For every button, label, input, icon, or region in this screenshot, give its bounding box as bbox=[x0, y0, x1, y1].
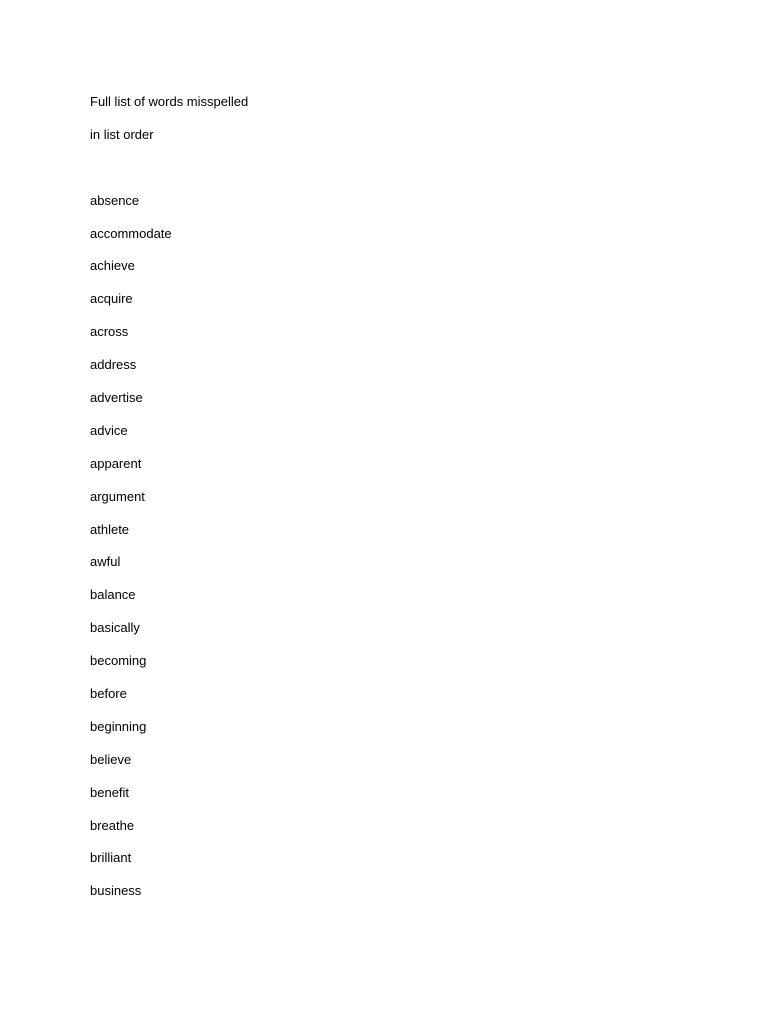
word-item: achieve bbox=[90, 258, 135, 274]
word-item: argument bbox=[90, 488, 145, 504]
heading-line-2: in list order bbox=[90, 126, 154, 142]
word-item: athlete bbox=[90, 521, 130, 537]
word-item: business bbox=[90, 883, 142, 899]
document-body bbox=[90, 92, 690, 914]
word-item: balance bbox=[90, 587, 136, 603]
word-item: breathe bbox=[90, 817, 135, 833]
heading-line-1: Full list of words misspelled bbox=[90, 94, 249, 109]
word-item: across bbox=[90, 324, 129, 340]
word-item: brilliant bbox=[90, 850, 132, 866]
word-item: accommodate bbox=[90, 225, 172, 241]
word-item: basically bbox=[90, 620, 140, 636]
word-item: absence bbox=[90, 192, 140, 208]
word-item: benefit bbox=[90, 784, 130, 800]
word-item: advertise bbox=[90, 390, 143, 406]
word-item: becoming bbox=[90, 653, 147, 669]
word-item: awful bbox=[90, 554, 121, 570]
word-item: address bbox=[90, 357, 137, 373]
word-item: apparent bbox=[90, 455, 142, 471]
word-item: advice bbox=[90, 422, 128, 438]
word-item: before bbox=[90, 686, 127, 702]
blank-paragraph bbox=[90, 158, 690, 191]
word-item: acquire bbox=[90, 291, 133, 307]
word-item: believe bbox=[90, 751, 132, 767]
word-item: beginning bbox=[90, 718, 147, 734]
